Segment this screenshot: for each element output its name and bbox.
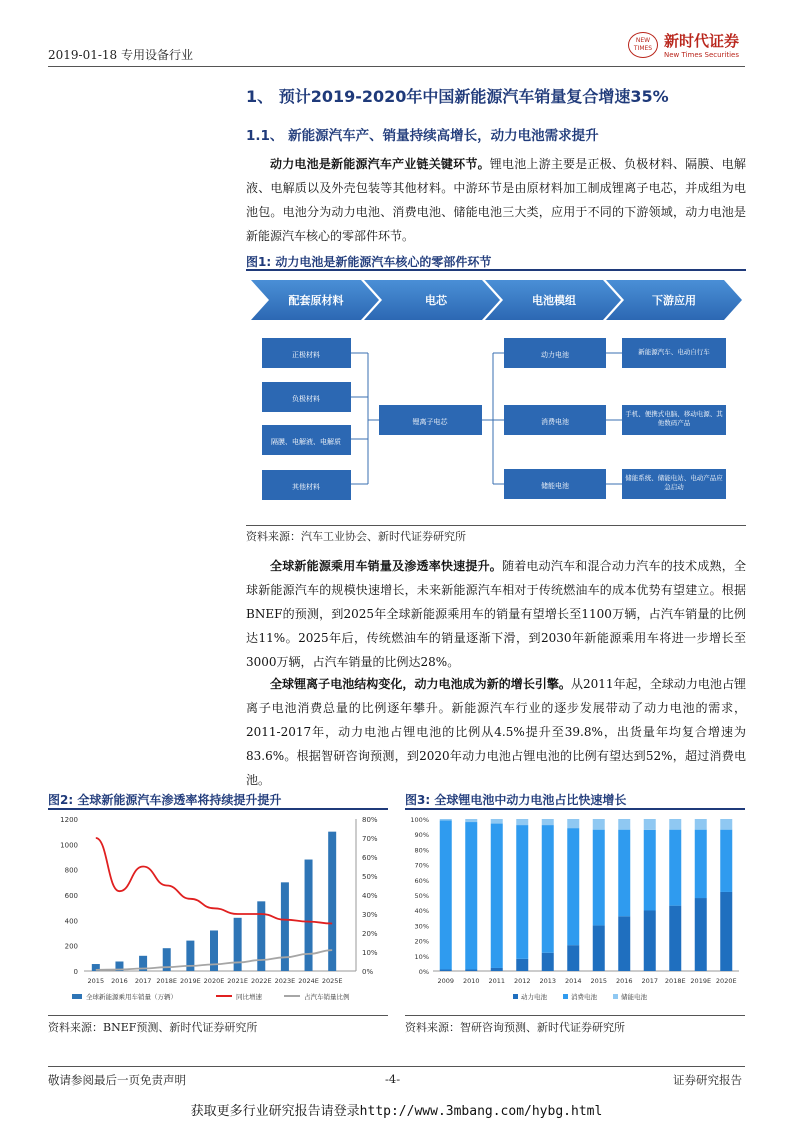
y-tick-label: 80% — [414, 846, 429, 855]
footer-report-type: 证券研究报告 — [673, 1073, 742, 1087]
bar-segment-power — [491, 968, 503, 971]
bar-segment-consumer — [695, 830, 707, 898]
bar-segment-consumer — [567, 828, 579, 945]
logo-text-en: New Times Securities — [664, 51, 739, 59]
paragraph-3 — [246, 672, 746, 792]
x-tick-label: 2025E — [321, 977, 343, 985]
y-tick-label: 30% — [414, 922, 429, 931]
figure-2-title-rule — [48, 808, 388, 810]
bar-segment-storage — [516, 819, 528, 825]
figure-3-title: 图3: 全球锂电池中动力电池占比快速增长 — [405, 793, 627, 807]
bar-segment-power — [618, 916, 630, 971]
y-tick-label: 20% — [414, 937, 429, 946]
bar-segment-power — [542, 953, 554, 971]
legend-label-share: 占汽车销量比例 — [304, 993, 350, 1001]
figure-1-diagram — [246, 274, 746, 522]
x-tick-label: 2014 — [564, 977, 582, 985]
app-label-1: 新能源汽车、电动自行车 — [638, 348, 710, 356]
section-heading-1-1: 1.1、 新能源汽车产、销量持续高增长，动力电池需求提升 — [246, 128, 599, 144]
x-tick-label: 2016 — [111, 977, 128, 985]
bar-segment-power — [720, 892, 732, 971]
y-right-tick-label: 50% — [362, 873, 378, 881]
bar-segment-storage — [695, 819, 707, 830]
x-tick-label: 2018E — [664, 977, 686, 985]
brand-logo — [628, 30, 748, 62]
material-boxes — [262, 338, 351, 500]
legend-label-sales: 全球新能源乘用车销量（万辆） — [86, 993, 177, 1001]
x-tick-label: 2015 — [87, 977, 105, 985]
legend-swatch-power — [513, 994, 518, 999]
line-growth-rate — [96, 838, 332, 924]
y-left-tick-label: 200 — [64, 942, 78, 951]
bar-segment-power — [465, 969, 477, 971]
bar-segment-consumer — [542, 825, 554, 953]
material-label-2: 负极材料 — [292, 395, 320, 403]
bar-segment-power — [516, 959, 528, 971]
bar-segment-storage — [669, 819, 681, 830]
figure-1-source: 资料来源：汽车工业协会、新时代证券研究所 — [246, 530, 466, 543]
y-tick-label: 50% — [414, 892, 429, 900]
legend-swatch-consumer — [563, 994, 568, 999]
figure-2-title: 图2: 全球新能源汽车渗透率将持续提升提升 — [48, 793, 282, 807]
paragraph-1-lead: 动力电池是新能源汽车产业链关键环节。 — [270, 157, 490, 171]
x-tick-label: 2011 — [488, 977, 506, 985]
bar-segment-storage — [567, 819, 579, 828]
bar-segment-storage — [593, 819, 605, 830]
x-tick-label: 2013 — [539, 977, 557, 985]
arrow-label-2: 电芯 — [425, 294, 447, 307]
figure-2-chart — [48, 811, 388, 1013]
x-tick-label: 2016 — [615, 977, 633, 985]
legend-label-consumer: 消费电池 — [571, 993, 597, 1001]
y-right-tick-label: 40% — [362, 892, 378, 900]
paragraph-1 — [246, 152, 746, 248]
bar-segment-consumer — [465, 822, 477, 969]
arrow-label-1: 配套原材料 — [288, 294, 344, 307]
figure-1-title: 图1: 动力电池是新能源汽车核心的零部件环节 — [246, 255, 492, 269]
figure-3-title-rule — [405, 808, 745, 810]
bar-segment-storage — [491, 819, 503, 824]
y-right-tick-label: 30% — [362, 911, 378, 919]
x-tick-label: 2018E — [156, 977, 178, 985]
bar-segment-power — [669, 906, 681, 971]
y-tick-label: 90% — [414, 831, 429, 840]
paragraph-3-body: 从2011年起，全球动力电池占锂离子电池消费总量的比例逐年攀升。新能源汽车行业的逐步发展带动了动力电池的需求，2011-2017年，动力电池占锂电池的比例从4.5%提升至39.8%，出货量年均复合增速为83.6%。根据智研咨询预测，到2020年动力电池占锂电池的比例有望达到52%，超过消费电池。 — [246, 677, 746, 787]
bar-segment-storage — [720, 819, 732, 830]
application-boxes — [622, 338, 726, 499]
app-label-3: 储能系统、储能电站、电动产品应急启动 — [625, 474, 723, 491]
y-left-tick-label: 600 — [64, 892, 78, 900]
y-right-tick-label: 10% — [362, 949, 378, 957]
x-tick-label: 2010 — [462, 977, 480, 985]
bar-segment-consumer — [644, 830, 656, 911]
y-right-tick-label: 0% — [362, 968, 374, 976]
figure-3-chart — [405, 811, 745, 1013]
x-tick-label: 2020E — [203, 977, 225, 985]
y-left-tick-label: 800 — [64, 866, 78, 875]
x-tick-label: 2009 — [437, 977, 455, 985]
section-heading-1: 1、 预计2019-2020年中国新能源汽车销量复合增速35% — [246, 87, 669, 106]
bar-segment-consumer — [593, 830, 605, 926]
x-tick-label: 2019E — [690, 977, 712, 985]
legend-label-power: 动力电池 — [521, 993, 547, 1001]
legend-label-storage: 储能电池 — [621, 993, 647, 1001]
y-left-tick-label: 0 — [73, 968, 78, 976]
logo-text-cn: 新时代证券 — [664, 32, 740, 50]
paragraph-1-body: 锂电池上游主要是正极、负极材料、隔膜、电解液、电解质以及外壳包装等其他材料。中游环节是由原材料加工制成锂离子电芯，并成组为电池包。电池分为动力电池、消费电池、储能电池三大类，应用于不同的下游领域，动力电池是新能源汽车核心的零部件环节。 — [246, 157, 746, 243]
y-tick-label: 60% — [414, 876, 429, 885]
y-tick-label: 10% — [414, 952, 429, 961]
bar-segment-consumer — [720, 830, 732, 892]
y-right-tick-label: 60% — [362, 854, 378, 862]
material-label-1: 正极材料 — [292, 351, 320, 359]
y-left-tick-label: 1200 — [60, 816, 78, 824]
x-tick-label: 2019E — [180, 977, 201, 985]
legend-swatch-sales — [72, 994, 82, 999]
x-tick-label: 2020E — [715, 977, 737, 985]
y-left-tick-label: 400 — [64, 917, 78, 926]
bar-segment-consumer — [516, 825, 528, 959]
footer-page-number: -4- — [385, 1072, 401, 1086]
figure-3-source: 资料来源：智研咨询预测、新时代证券研究所 — [405, 1021, 625, 1034]
figure-1-title-rule — [246, 269, 746, 271]
y-tick-label: 70% — [414, 861, 429, 870]
y-right-tick-label: 80% — [362, 816, 378, 824]
y-right-tick-label: 70% — [362, 835, 378, 843]
material-label-4: 其他材料 — [292, 483, 320, 491]
bar-segment-storage — [465, 819, 477, 822]
bar-segment-consumer — [440, 821, 452, 970]
x-tick-label: 2021E — [227, 977, 248, 985]
header-divider — [48, 66, 745, 67]
arrow-label-4: 下游应用 — [652, 294, 696, 307]
bar-segment-storage — [644, 819, 656, 830]
x-tick-label: 2017 — [134, 977, 152, 985]
bar-segment-power — [567, 945, 579, 971]
module-boxes — [504, 338, 606, 499]
paragraph-3-lead: 全球锂离子电池结构变化，动力电池成为新的增长引擎。 — [270, 677, 571, 691]
y-right-tick-label: 20% — [362, 930, 378, 938]
paragraph-2-lead: 全球新能源乘用车销量及渗透率快速提升。 — [270, 559, 502, 573]
bar-segment-storage — [440, 819, 452, 821]
x-tick-label: 2023E — [274, 977, 296, 985]
y-left-tick-label: 1000 — [60, 841, 78, 850]
bar-segment-storage — [618, 819, 630, 830]
module-label-3: 储能电池 — [541, 482, 569, 490]
bar-segment-consumer — [618, 830, 630, 917]
bar-segment-power — [440, 969, 452, 971]
legend-swatch-storage — [613, 994, 618, 999]
flow-arrows — [251, 280, 742, 320]
x-tick-label: 2017 — [641, 977, 659, 985]
figure-2-source: 资料来源：BNEF预测、新时代证券研究所 — [48, 1021, 258, 1034]
bar-segment-power — [644, 911, 656, 971]
bar-segment-consumer — [669, 830, 681, 906]
x-tick-label: 2022E — [250, 977, 272, 985]
arrow-label-3: 电池模组 — [532, 294, 576, 307]
bottom-promo-link[interactable]: 获取更多行业研究报告请登录http://www.3mbang.com/hybg.html — [190, 1104, 603, 1119]
logo-mark-icon: NEW TIMES — [628, 32, 658, 58]
paragraph-2 — [246, 554, 746, 674]
paragraph-2-body: 随着电动汽车和混合动力汽车的技术成熟，全球新能源汽车的规模快速增长，未来新能源汽车相对于传统燃油车的成本优势有望建立。根据BNEF的预测，到2025年全球新能源乘用车的销量有望增长至1100万辆，占汽车销量的比例达11%。2025年后，传统燃油车的销量逐渐下滑，到2030年新能源乘用车将进一步增长至3000万辆，占汽车销量的比例达28%。 — [246, 559, 746, 669]
module-label-2: 消费电池 — [541, 418, 569, 426]
y-tick-label: 100% — [410, 816, 429, 824]
y-tick-label: 40% — [414, 907, 429, 916]
figure-3-source-rule — [405, 1015, 745, 1016]
cell-label: 锂离子电芯 — [412, 418, 448, 426]
bar-segment-storage — [542, 819, 554, 825]
legend-label-growth: 同比增速 — [236, 993, 262, 1001]
footer-disclaimer: 敬请参阅最后一页免责声明 — [48, 1073, 186, 1087]
x-tick-label: 2012 — [513, 977, 531, 985]
bar-segment-power — [695, 898, 707, 971]
x-tick-label: 2015 — [590, 977, 608, 985]
bar-segment-consumer — [491, 824, 503, 968]
figure-1-source-rule — [246, 525, 746, 526]
material-label-3: 隔膜、电解液、电解质 — [271, 438, 341, 446]
bar-segment-power — [593, 925, 605, 971]
footer-divider — [48, 1066, 745, 1067]
header-date-industry: 2019-01-18 专用设备行业 — [48, 48, 194, 62]
module-label-1: 动力电池 — [541, 351, 569, 359]
y-tick-label: 0% — [418, 968, 429, 976]
app-label-2: 手机、便携式电脑、移动电源、其他数码产品 — [625, 410, 723, 427]
x-tick-label: 2024E — [298, 977, 319, 985]
figure-2-source-rule — [48, 1015, 388, 1016]
